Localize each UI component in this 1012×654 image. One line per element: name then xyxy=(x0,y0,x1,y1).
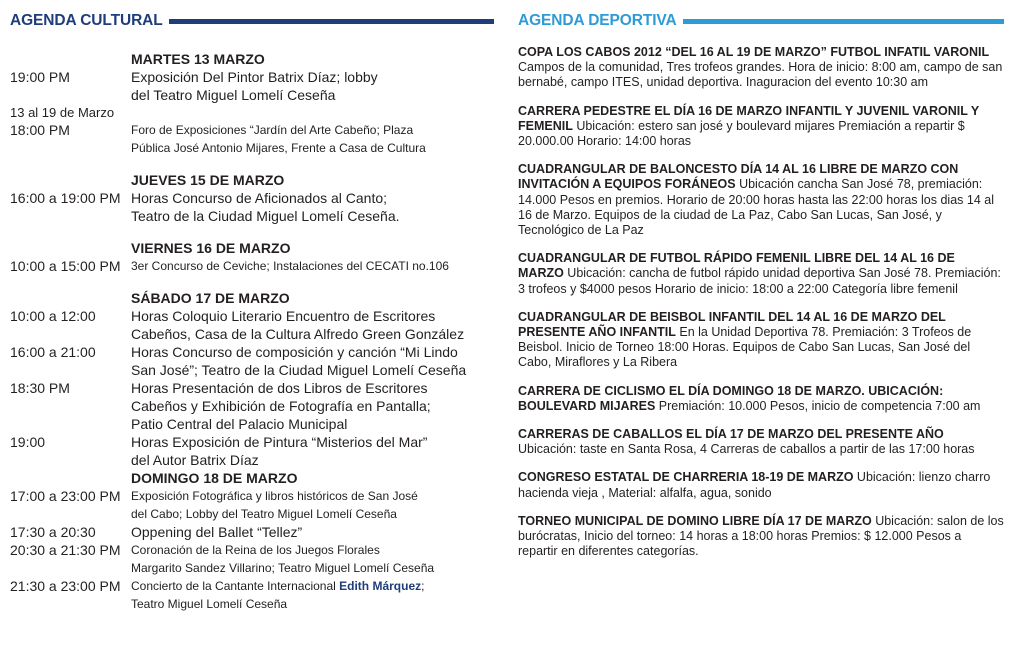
event-description: del Autor Batrix Díaz xyxy=(131,452,259,468)
event-description: Margarito Sandez Villarino; Teatro Miguel Lomelí Ceseña xyxy=(131,561,435,575)
event-description: Oppening del Ballet “Tellez” xyxy=(131,524,303,540)
sports-event-item xyxy=(518,104,1004,150)
sports-event-details: Ubicación cancha San José 78, premiación: 14.000 Pesos en premios. Horario de 20:00 horas hasta las 22:00 horas los dias 14 al 16 de Marzo. Equipos de la ciudad de La Paz, Cabo San Lucas, San José, y Tecnológico de La Paz xyxy=(518,177,994,238)
event-row xyxy=(10,361,494,379)
sports-event-title: CARRERAS DE CABALLOS EL DÍA 17 DE MARZO DEL PRESENTE AÑO xyxy=(518,427,944,442)
sports-event-details: Campos de la comunidad, Tres trofeos grandes. Hora de inicio: 8:00 am, campo de san bernabé, campo ITES, unidad deportiva. Inaguracion del evento 10:30 am xyxy=(518,60,1003,90)
spacer xyxy=(10,157,494,171)
day-heading: JUEVES 15 DE MARZO xyxy=(131,172,285,188)
event-time: 16:00 a 19:00 PM xyxy=(10,190,121,206)
event-row xyxy=(10,325,494,343)
event-time xyxy=(10,559,131,577)
event-time xyxy=(10,361,131,379)
agenda-deportiva-title: AGENDA DEPORTIVA xyxy=(518,12,677,29)
event-row xyxy=(10,577,494,595)
sports-event-title: COPA LOS CABOS 2012 “DEL 16 AL 19 DE MARZO” FUTBOL INFATIL VARONIL xyxy=(518,45,990,59)
sports-event-list xyxy=(518,45,1004,559)
event-row xyxy=(10,451,494,469)
event-row xyxy=(10,415,494,433)
sports-event-title: CONGRESO ESTATAL DE CHARRERIA 18-19 DE MARZO xyxy=(518,470,854,485)
sports-event-item xyxy=(518,45,1004,91)
event-description: Horas Presentación de dos Libros de Escritores xyxy=(131,380,428,396)
event-time: 19:00 xyxy=(10,434,46,450)
sports-event-title: TORNEO MUNICIPAL DE DOMINO LIBRE DÍA 17 DE MARZO xyxy=(518,513,872,528)
event-time xyxy=(10,451,131,469)
event-description: del Cabo; Lobby del Teatro Miguel Lomelí Ceseña xyxy=(131,507,397,521)
sports-event-item xyxy=(518,310,1004,371)
sports-event-title: CUADRANGULAR DE BEISBOL INFANTIL DEL 14 AL 16 DE MARZO DEL PRESENTE AÑO INFANTIL xyxy=(518,309,946,340)
event-description: Pública José Antonio Mijares, Frente a Casa de Cultura xyxy=(131,141,426,155)
date-range-label: 13 al 19 de Marzo xyxy=(10,105,115,120)
sports-event-details: Ubicación: cancha de futbol rápido unidad deportiva San José 78. Premiación: 3 trofeos y $4000 pesos Horario de inicio: 18:00 a 22:00 Categoría libre femenil xyxy=(518,266,1001,296)
event-row xyxy=(10,523,494,541)
event-description: Horas Concurso de Aficionados al Canto; xyxy=(131,190,388,206)
event-time: 18:00 PM xyxy=(10,122,70,138)
event-description: Exposición Fotográfica y libros históricos de San José xyxy=(131,489,418,503)
event-row xyxy=(10,433,494,451)
sports-event-item xyxy=(518,162,1004,238)
day-heading: MARTES 13 MARZO xyxy=(131,51,265,67)
event-time xyxy=(10,86,131,104)
event-row xyxy=(10,541,494,559)
sports-event-item xyxy=(518,384,1004,414)
event-description: Cabeños y Exhibición de Fotografía en Pantalla; xyxy=(131,398,431,414)
event-time: 17:30 a 20:30 xyxy=(10,524,96,540)
event-time xyxy=(10,505,131,523)
event-row xyxy=(10,68,494,86)
event-row xyxy=(10,189,494,207)
event-row xyxy=(10,559,494,577)
sports-event-title: CUADRANGULAR DE FUTBOL RÁPIDO FEMENIL LIBRE DEL 14 AL 16 DE MARZO xyxy=(518,251,955,281)
sports-event-details: Ubicación: estero san josé y boulevard mijares Premiación a repartir $ 20.000.00 Horario: 14:00 horas xyxy=(518,118,965,149)
event-description: Horas Concurso de composición y canción “Mi Lindo xyxy=(131,344,458,360)
agenda-cultural-title: AGENDA CULTURAL xyxy=(10,12,163,29)
event-row xyxy=(10,397,494,415)
sports-event-title: CUADRANGULAR DE BALONCESTO DÍA 14 AL 16 LIBRE DE MARZO CON INVITACIÓN A EQUIPOS FORÁNEOS xyxy=(518,162,959,192)
event-row xyxy=(10,86,494,104)
event-time xyxy=(10,139,131,157)
event-description: Teatro de la Ciudad Miguel Lomelí Ceseña. xyxy=(131,208,400,224)
spacer xyxy=(10,225,494,239)
agenda-deportiva-column xyxy=(518,8,1004,572)
sports-event-details: Ubicación: taste en Santa Rosa, 4 Carreras de caballos a partir de las 17:00 horas xyxy=(518,442,975,457)
event-row xyxy=(10,307,494,325)
header-rule xyxy=(683,19,1004,24)
event-time: 19:00 PM xyxy=(10,69,70,85)
sports-event-title: CARRERA DE CICLISMO EL DÍA DOMINGO 18 DE MARZO. UBICACIÓN: BOULEVARD MIJARES xyxy=(518,383,944,413)
event-description: Teatro Miguel Lomelí Ceseña xyxy=(131,597,288,611)
sports-event-details: Ubicación: salon de los burócratas, Inicio del torneo: 14 horas a 18:00 horas Premios: $ 12.000 Pesos a repartir en diferentes categorías. xyxy=(518,513,1004,559)
event-description: del Teatro Miguel Lomelí Ceseña xyxy=(131,87,336,103)
event-description: Patio Central del Palacio Municipal xyxy=(131,416,348,432)
artist-name: Edith Márquez xyxy=(339,579,422,593)
event-row xyxy=(10,487,494,505)
event-description: Foro de Exposiciones “Jardín del Arte Cabeño; Plaza xyxy=(131,123,414,137)
event-time: 16:00 a 21:00 xyxy=(10,344,96,360)
event-time xyxy=(10,595,131,613)
event-row xyxy=(10,121,494,139)
event-time: 10:00 a 15:00 PM xyxy=(10,258,121,274)
agenda-cultural-column xyxy=(10,8,494,613)
event-description: Horas Coloquio Literario Encuentro de Escritores xyxy=(131,308,436,324)
event-description: San José”; Teatro de la Ciudad Miguel Lomelí Ceseña xyxy=(131,362,467,378)
event-row xyxy=(10,257,494,275)
sports-event-details: En la Unidad Deportiva 78. Premiación: 3 Trofeos de Beisbol. Inicio de Torneo 18:00 Horas. Equipos de Cabo San Lucas, San José del Cabo, Miraflores y La Ribera xyxy=(518,325,972,370)
event-time: 17:00 a 23:00 PM xyxy=(10,488,121,504)
event-time: 10:00 a 12:00 xyxy=(10,308,96,324)
spacer xyxy=(10,275,494,289)
sports-event-details: Premiación: 10.000 Pesos, inicio de competencia 7:00 am xyxy=(655,398,981,413)
agenda-deportiva-header xyxy=(518,8,1004,34)
sports-event-item xyxy=(518,251,1004,297)
event-row xyxy=(10,379,494,397)
event-time: 18:30 PM xyxy=(10,380,70,396)
event-row xyxy=(10,595,494,613)
sports-event-details: Ubicación: lienzo charro hacienda vieja , Material: alfalfa, agua, sonido xyxy=(518,470,991,500)
event-description: Concierto de la Cantante Internacional Edith Márquez; xyxy=(131,579,425,593)
sports-event-title: CARRERA PEDESTRE EL DÍA 16 DE MARZO INFANTIL Y JUVENIL VARONIL Y FEMENIL xyxy=(518,103,979,133)
event-description: 3er Concurso de Ceviche; Instalaciones del CECATI no.106 xyxy=(131,259,449,273)
event-time xyxy=(10,207,131,225)
cultural-event-list xyxy=(10,50,494,613)
event-row xyxy=(10,139,494,157)
day-heading: VIERNES 16 DE MARZO xyxy=(131,240,291,256)
event-description: Horas Exposición de Pintura “Misterios del Mar” xyxy=(131,434,428,450)
sports-event-item xyxy=(518,514,1004,560)
day-heading: DOMINGO 18 DE MARZO xyxy=(131,470,298,486)
event-description: Exposición Del Pintor Batrix Díaz; lobby xyxy=(131,69,378,85)
event-time xyxy=(10,325,131,343)
sports-event-item xyxy=(518,427,1004,457)
event-description: Cabeños, Casa de la Cultura Alfredo Green González xyxy=(131,326,465,342)
header-rule xyxy=(169,19,494,24)
event-time: 21:30 a 23:00 PM xyxy=(10,578,121,594)
event-time xyxy=(10,415,131,433)
event-time: 20:30 a 21:30 PM xyxy=(10,542,121,558)
event-row xyxy=(10,343,494,361)
agenda-cultural-header xyxy=(10,8,494,34)
sports-event-item xyxy=(518,470,1004,500)
event-row xyxy=(10,505,494,523)
event-row xyxy=(10,207,494,225)
day-heading: SÁBADO 17 DE MARZO xyxy=(131,290,290,306)
event-description: Coronación de la Reina de los Juegos Florales xyxy=(131,543,380,557)
event-time xyxy=(10,397,131,415)
